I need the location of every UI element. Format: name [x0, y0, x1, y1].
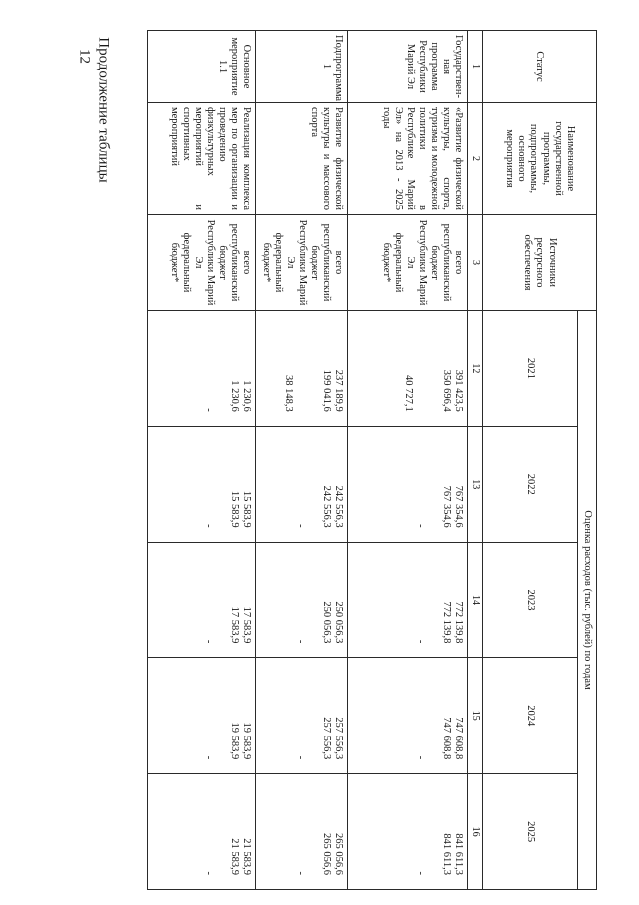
value: -	[415, 524, 427, 528]
row-sources	[148, 215, 256, 311]
value: 250 056,3	[321, 601, 333, 644]
value: 257 556,3	[321, 717, 333, 760]
value: 841 611,3	[441, 833, 453, 875]
value: -	[415, 755, 427, 760]
column-number: 13	[468, 426, 483, 542]
value: 19 583,9	[241, 722, 253, 760]
header-year: 2024	[482, 658, 577, 774]
value: 17 583,9	[229, 606, 241, 644]
header-year: 2025	[482, 774, 577, 890]
value-cell	[148, 542, 256, 658]
table-row	[256, 31, 348, 890]
column-number: 14	[468, 542, 483, 658]
value-cell	[148, 311, 256, 427]
value: -	[203, 524, 215, 528]
value-cell	[256, 658, 348, 774]
value-cell	[256, 774, 348, 890]
source-total: всего	[333, 250, 345, 275]
column-number: 3	[468, 215, 483, 311]
header-sources: Источники ресурсного обеспечения	[482, 215, 596, 311]
value: 199 041,6	[321, 369, 333, 412]
source-total: всего	[241, 250, 253, 275]
value: -	[415, 871, 427, 875]
header-year: 2022	[482, 426, 577, 542]
value: 40 727,1	[403, 375, 415, 412]
row-status: Основное мероприятие 1.1	[148, 31, 256, 103]
source-republic: республиканский бюджет Республики Марий Эл	[405, 219, 453, 306]
value: 15 583,9	[241, 490, 253, 528]
row-status: Государствен-ная программа Республики Марий Эл	[348, 31, 468, 103]
value: 767 354,6	[441, 485, 453, 528]
value: 257 556,3	[333, 717, 345, 760]
value: 237 189,9	[333, 369, 345, 412]
row-name: «Развитие физической культуры, спорта, туризма и молодежной политики в Республике Марий Эл» на 2013 - 2025 годы	[348, 103, 468, 215]
source-republic: республиканский бюджет Республики Марий Эл	[193, 219, 241, 306]
value: 767 354,6	[453, 485, 465, 528]
value: 38 148,3	[283, 375, 295, 412]
table-row	[148, 31, 256, 890]
budget-table	[147, 30, 597, 890]
value: 242 556,3	[321, 485, 333, 528]
source-total: всего	[453, 250, 465, 275]
value: 19 583,9	[229, 722, 241, 760]
value: -	[203, 639, 215, 644]
row-status: Подпрограмма 1	[256, 31, 348, 103]
column-number: 1	[468, 31, 483, 103]
value: -	[295, 755, 307, 760]
value-cell	[256, 542, 348, 658]
value: -	[415, 639, 427, 644]
budget-table-wrapper	[142, 30, 597, 890]
source-federal: федеральный бюджет*	[261, 232, 285, 293]
value: 21 583,9	[229, 838, 241, 875]
value: -	[203, 755, 215, 760]
value: 747 608,8	[453, 717, 465, 760]
continuation-label: Продолжение таблицы	[95, 37, 112, 183]
value: 1 230,6	[229, 380, 241, 412]
page-number: 12	[76, 49, 93, 64]
value-cell	[348, 658, 468, 774]
column-number: 15	[468, 658, 483, 774]
value: 265 056,6	[333, 833, 345, 875]
header-name: Наименование государственной программы, подпрограммы, основного мероприятия	[482, 103, 596, 215]
value: -	[203, 871, 215, 875]
value-cell	[256, 311, 348, 427]
column-number: 2	[468, 103, 483, 215]
value-cell	[256, 426, 348, 542]
row-name: Развитие физической культуры и массового спорта	[256, 103, 348, 215]
value-cell	[148, 658, 256, 774]
value: 841 611,3	[453, 833, 465, 875]
source-federal: федеральный бюджет*	[169, 232, 193, 293]
value-cell	[348, 542, 468, 658]
value: 772 139,8	[441, 601, 453, 644]
value-cell	[148, 426, 256, 542]
value: -	[203, 408, 215, 412]
value: 747 608,8	[441, 717, 453, 760]
header-year: 2021	[482, 311, 577, 427]
value: 265 056,6	[321, 833, 333, 875]
value: -	[295, 871, 307, 875]
value: 15 583,9	[229, 490, 241, 528]
column-number: 12	[468, 311, 483, 427]
value: 350 696,4	[441, 369, 453, 412]
value: 17 583,9	[241, 606, 253, 644]
table-row	[348, 31, 468, 890]
source-federal: федеральный бюджет*	[381, 232, 405, 293]
value: 1 230,6	[241, 380, 253, 412]
value-cell	[348, 311, 468, 427]
header-estimate: Оценка расходов (тыс. рублей) по годам	[577, 311, 596, 890]
value: 772 139,8	[453, 601, 465, 644]
value: -	[295, 639, 307, 644]
row-sources	[348, 215, 468, 311]
value-cell	[148, 774, 256, 890]
value: 391 423,5	[453, 369, 465, 412]
row-name: Реализация комплекса мер по организации и проведению физкультурных мероприятий и спортивных мероприятий	[148, 103, 256, 215]
source-republic: республиканский бюджет Республики Марий Эл	[285, 219, 333, 306]
value: -	[295, 524, 307, 528]
header-year: 2023	[482, 542, 577, 658]
row-sources	[256, 215, 348, 311]
value-cell	[348, 774, 468, 890]
header-status: Статус	[482, 31, 596, 103]
value: 250 056,3	[333, 601, 345, 644]
value-cell	[348, 426, 468, 542]
column-number: 16	[468, 774, 483, 890]
value: 242 556,3	[333, 485, 345, 528]
value: 21 583,9	[241, 838, 253, 875]
